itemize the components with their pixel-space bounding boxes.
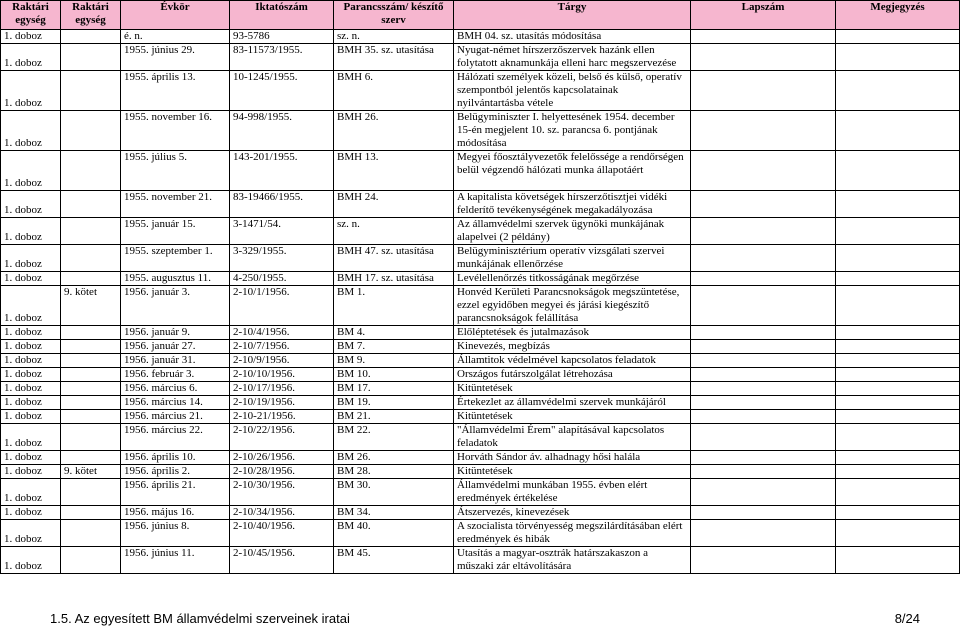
table-cell: 1. doboz xyxy=(1,326,61,340)
table-cell: Kinevezés, megbízás xyxy=(454,340,691,354)
table-cell xyxy=(61,272,121,286)
table-row xyxy=(1,340,960,354)
header-cell: Tárgy xyxy=(454,1,691,30)
table-cell xyxy=(836,410,960,424)
table-cell: 9. kötet xyxy=(61,286,121,326)
table-cell: BM 34. xyxy=(334,506,454,520)
table-cell: BM 1. xyxy=(334,286,454,326)
table-cell: 1. doboz xyxy=(1,286,61,326)
table-cell xyxy=(691,479,836,506)
table-cell: 1955. november 16. xyxy=(121,111,230,151)
page-number: 8/24 xyxy=(894,611,920,626)
table-cell xyxy=(61,520,121,547)
table-cell: 1955. június 29. xyxy=(121,44,230,71)
table-cell: BMH 35. sz. utasítása xyxy=(334,44,454,71)
table-cell: 4-250/1955. xyxy=(230,272,334,286)
table-cell: 1. doboz xyxy=(1,191,61,218)
table-cell: 2-10-21/1956. xyxy=(230,410,334,424)
table-cell xyxy=(836,506,960,520)
table-cell: 1. doboz xyxy=(1,368,61,382)
table-cell: 1. doboz xyxy=(1,520,61,547)
table-cell: 2-10/4/1956. xyxy=(230,326,334,340)
table-cell: 3-1471/54. xyxy=(230,218,334,245)
table-row xyxy=(1,111,960,151)
table-cell: 1955. április 13. xyxy=(121,71,230,111)
table-cell: Belügyminisztérium operatív vizsgálati szervei munkájának ellenőrzése xyxy=(454,245,691,272)
table-cell: BM 19. xyxy=(334,396,454,410)
table-row xyxy=(1,272,960,286)
table-cell xyxy=(691,111,836,151)
table-cell: 94-998/1955. xyxy=(230,111,334,151)
table-cell xyxy=(691,382,836,396)
table-cell xyxy=(691,286,836,326)
table-cell xyxy=(61,382,121,396)
table-cell: 9. kötet xyxy=(61,465,121,479)
table-cell: é. n. xyxy=(121,30,230,44)
table-cell: 1. doboz xyxy=(1,424,61,451)
table-cell: "Államvédelmi Érem" alapításával kapcsolatos feladatok xyxy=(454,424,691,451)
table-cell xyxy=(836,191,960,218)
table-cell xyxy=(836,245,960,272)
table-cell: 1956. január 31. xyxy=(121,354,230,368)
table-cell xyxy=(836,286,960,326)
table-cell: Nyugat-német hírszerzőszervek hazánk ellen folytatott aknamunkája elleni harc megszervezése xyxy=(454,44,691,71)
table-cell: Megyei főosztályvezetők felelőssége a rendőrségen belül végzendő hálózati munka állapotáért xyxy=(454,151,691,191)
table-cell: 1. doboz xyxy=(1,272,61,286)
table-cell xyxy=(836,272,960,286)
table-cell: BMH 17. sz. utasítása xyxy=(334,272,454,286)
table-cell xyxy=(691,44,836,71)
table-cell xyxy=(61,451,121,465)
table-cell xyxy=(691,191,836,218)
table-cell: Átszervezés, kinevezések xyxy=(454,506,691,520)
table-cell: 1955. augusztus 11. xyxy=(121,272,230,286)
table-cell xyxy=(836,354,960,368)
table-cell: 2-10/26/1956. xyxy=(230,451,334,465)
table-body xyxy=(1,30,960,574)
table-cell: 10-1245/1955. xyxy=(230,71,334,111)
table-cell: Államvédelmi munkában 1955. évben elért eredmények értékelése xyxy=(454,479,691,506)
table-cell xyxy=(61,111,121,151)
table-cell: 1956. március 22. xyxy=(121,424,230,451)
table-cell: 1956. március 21. xyxy=(121,410,230,424)
table-cell: 83-11573/1955. xyxy=(230,44,334,71)
table-cell xyxy=(691,272,836,286)
table-cell: 1956. március 14. xyxy=(121,396,230,410)
table-cell: 2-10/17/1956. xyxy=(230,382,334,396)
table-cell xyxy=(61,354,121,368)
table-cell: Kitüntetések xyxy=(454,382,691,396)
table-cell: Utasítás a magyar-osztrák határszakaszon a műszaki zár eltávolítására xyxy=(454,547,691,574)
table-cell: BMH 24. xyxy=(334,191,454,218)
table-cell: 1955. január 15. xyxy=(121,218,230,245)
table-cell xyxy=(691,520,836,547)
table-cell: BM 40. xyxy=(334,520,454,547)
table-cell: 1. doboz xyxy=(1,410,61,424)
table-cell: BM 21. xyxy=(334,410,454,424)
table-cell xyxy=(836,44,960,71)
table-cell: 1956. április 10. xyxy=(121,451,230,465)
table-row xyxy=(1,396,960,410)
table-cell: BM 26. xyxy=(334,451,454,465)
table-cell: 83-19466/1955. xyxy=(230,191,334,218)
table-cell: 1. doboz xyxy=(1,506,61,520)
table-cell xyxy=(691,506,836,520)
table-row xyxy=(1,410,960,424)
table-cell xyxy=(691,465,836,479)
table-cell xyxy=(836,30,960,44)
table-cell: 1. doboz xyxy=(1,151,61,191)
table-cell: Honvéd Kerületi Parancsnokságok megszüntetése, ezzel egyidőben megyei és járási kiegészítő parancsnokságok felállítása xyxy=(454,286,691,326)
table-cell: 1. doboz xyxy=(1,218,61,245)
table-cell: BMH 26. xyxy=(334,111,454,151)
table-cell xyxy=(61,30,121,44)
table-cell: BM 45. xyxy=(334,547,454,574)
table-cell: 143-201/1955. xyxy=(230,151,334,191)
table-cell: 2-10/7/1956. xyxy=(230,340,334,354)
table-row xyxy=(1,354,960,368)
table-cell: 1956. június 8. xyxy=(121,520,230,547)
table-cell: BM 30. xyxy=(334,479,454,506)
table-cell xyxy=(836,218,960,245)
table-cell xyxy=(691,340,836,354)
table-cell: BM 28. xyxy=(334,465,454,479)
table-row xyxy=(1,465,960,479)
table-cell xyxy=(691,424,836,451)
header-cell: Raktári egység xyxy=(1,1,61,30)
table-cell xyxy=(836,396,960,410)
table-cell xyxy=(836,382,960,396)
header-cell: Megjegyzés xyxy=(836,1,960,30)
table-cell: BMH 04. sz. utasítás módosítása xyxy=(454,30,691,44)
table-cell: 2-10/30/1956. xyxy=(230,479,334,506)
table-cell: Hálózati személyek közeli, belső és külső, operatív szempontból jelentős kapcsolatainak nyilvántartásba vétele xyxy=(454,71,691,111)
table-cell xyxy=(61,506,121,520)
table-cell xyxy=(61,44,121,71)
table-cell xyxy=(61,547,121,574)
table-cell: 2-10/10/1956. xyxy=(230,368,334,382)
table-cell: 2-10/19/1956. xyxy=(230,396,334,410)
header-cell: Lapszám xyxy=(691,1,836,30)
table-cell: 1. doboz xyxy=(1,354,61,368)
table-cell xyxy=(61,191,121,218)
table-cell: 1. doboz xyxy=(1,71,61,111)
table-cell xyxy=(61,326,121,340)
table-cell: Államtitok védelmével kapcsolatos feladatok xyxy=(454,354,691,368)
table-cell: 1. doboz xyxy=(1,111,61,151)
table-cell: A kapitalista követségek hírszerzőtisztjei vidéki felderítő tevékenységének megakadályozása xyxy=(454,191,691,218)
table-cell: BMH 6. xyxy=(334,71,454,111)
table-cell: BMH 47. sz. utasítása xyxy=(334,245,454,272)
table-cell: 2-10/22/1956. xyxy=(230,424,334,451)
table-cell: 1956. május 16. xyxy=(121,506,230,520)
table-cell xyxy=(61,340,121,354)
table-cell xyxy=(836,71,960,111)
table-cell: 1956. június 11. xyxy=(121,547,230,574)
table-cell xyxy=(691,30,836,44)
table-cell xyxy=(61,151,121,191)
table-cell xyxy=(691,396,836,410)
footer-title: 1.5. Az egyesített BM államvédelmi szerveinek iratai xyxy=(50,611,350,626)
table-cell: BM 9. xyxy=(334,354,454,368)
table-cell: 93-5786 xyxy=(230,30,334,44)
table-row xyxy=(1,71,960,111)
table-row xyxy=(1,191,960,218)
table-cell: 2-10/45/1956. xyxy=(230,547,334,574)
table-cell xyxy=(61,245,121,272)
table-cell xyxy=(691,368,836,382)
table-cell xyxy=(836,368,960,382)
table-row xyxy=(1,30,960,44)
table-row xyxy=(1,451,960,465)
table-cell: 1955. szeptember 1. xyxy=(121,245,230,272)
table-row xyxy=(1,44,960,71)
table-cell: 1. doboz xyxy=(1,479,61,506)
table-cell: 1956. április 21. xyxy=(121,479,230,506)
table-cell: Előléptetések és jutalmazások xyxy=(454,326,691,340)
table-cell: 2-10/1/1956. xyxy=(230,286,334,326)
table-cell: 1. doboz xyxy=(1,396,61,410)
table-cell xyxy=(836,547,960,574)
table-cell xyxy=(61,368,121,382)
table-cell: BMH 13. xyxy=(334,151,454,191)
table-cell: 1. doboz xyxy=(1,465,61,479)
table-cell: Belügyminiszter I. helyettesének 1954. december 15-én megjelent 10. sz. parancsa 6. pontjának módosítása xyxy=(454,111,691,151)
table-cell xyxy=(836,151,960,191)
table-cell: Értekezlet az államvédelmi szervek munkájáról xyxy=(454,396,691,410)
table-cell: 1. doboz xyxy=(1,30,61,44)
table-row xyxy=(1,218,960,245)
table-cell xyxy=(836,424,960,451)
table-cell xyxy=(61,479,121,506)
table-row xyxy=(1,382,960,396)
table-cell: 1956. április 2. xyxy=(121,465,230,479)
table-row xyxy=(1,368,960,382)
header-cell: Évkör xyxy=(121,1,230,30)
table-cell: Az államvédelmi szervek ügynöki munkájának alapelvei (2 példány) xyxy=(454,218,691,245)
table-row xyxy=(1,245,960,272)
table-cell xyxy=(836,479,960,506)
table-cell: 1956. március 6. xyxy=(121,382,230,396)
table-cell: 1. doboz xyxy=(1,382,61,396)
table-cell xyxy=(691,410,836,424)
table-cell xyxy=(836,451,960,465)
table-cell: Levélellenőrzés titkosságának megőrzése xyxy=(454,272,691,286)
table-cell: A szocialista törvényesség megszilárdításában elért eredmények és hibák xyxy=(454,520,691,547)
table-row xyxy=(1,506,960,520)
table-cell xyxy=(691,451,836,465)
table-cell xyxy=(61,71,121,111)
table-row xyxy=(1,424,960,451)
table-cell xyxy=(61,396,121,410)
table-cell: 1956. február 3. xyxy=(121,368,230,382)
table-cell xyxy=(836,111,960,151)
table-row xyxy=(1,286,960,326)
header-cell: Raktári egység xyxy=(61,1,121,30)
table-row xyxy=(1,326,960,340)
table-cell: 1956. január 3. xyxy=(121,286,230,326)
table-cell xyxy=(61,410,121,424)
table-cell xyxy=(691,71,836,111)
table-cell: BM 7. xyxy=(334,340,454,354)
header-cell: Iktatószám xyxy=(230,1,334,30)
table-cell xyxy=(691,547,836,574)
table-cell xyxy=(61,218,121,245)
table-cell: 1955. november 21. xyxy=(121,191,230,218)
table-cell: 1956. január 27. xyxy=(121,340,230,354)
table-cell: 3-329/1955. xyxy=(230,245,334,272)
header-row xyxy=(1,1,960,30)
table-cell: Kitüntetések xyxy=(454,465,691,479)
table-cell: BM 22. xyxy=(334,424,454,451)
table-cell: 1. doboz xyxy=(1,547,61,574)
table-cell xyxy=(691,245,836,272)
table-cell xyxy=(836,326,960,340)
table-cell xyxy=(691,151,836,191)
table-cell: BM 4. xyxy=(334,326,454,340)
table-cell xyxy=(836,465,960,479)
table-row xyxy=(1,547,960,574)
table-cell: sz. n. xyxy=(334,218,454,245)
table-cell: BM 10. xyxy=(334,368,454,382)
table-cell: Horváth Sándor áv. alhadnagy hősi halála xyxy=(454,451,691,465)
table-cell: 2-10/28/1956. xyxy=(230,465,334,479)
table-cell: 1. doboz xyxy=(1,245,61,272)
table-cell: 2-10/34/1956. xyxy=(230,506,334,520)
table-cell xyxy=(691,326,836,340)
table-row xyxy=(1,520,960,547)
table-cell: 1. doboz xyxy=(1,340,61,354)
table-cell xyxy=(691,218,836,245)
table-row xyxy=(1,151,960,191)
table-cell xyxy=(61,424,121,451)
table-cell: 2-10/9/1956. xyxy=(230,354,334,368)
table-cell: Kitüntetések xyxy=(454,410,691,424)
table-cell: 1956. január 9. xyxy=(121,326,230,340)
table-cell: sz. n. xyxy=(334,30,454,44)
table-cell: 1. doboz xyxy=(1,451,61,465)
table-cell: Országos futárszolgálat létrehozása xyxy=(454,368,691,382)
table-cell xyxy=(691,354,836,368)
table-cell: BM 17. xyxy=(334,382,454,396)
table-cell xyxy=(836,340,960,354)
table-cell: 1. doboz xyxy=(1,44,61,71)
table-cell: 1955. július 5. xyxy=(121,151,230,191)
header-cell: Parancsszám/ készítő szerv xyxy=(334,1,454,30)
table-cell: 2-10/40/1956. xyxy=(230,520,334,547)
table-row xyxy=(1,479,960,506)
table-cell xyxy=(836,520,960,547)
